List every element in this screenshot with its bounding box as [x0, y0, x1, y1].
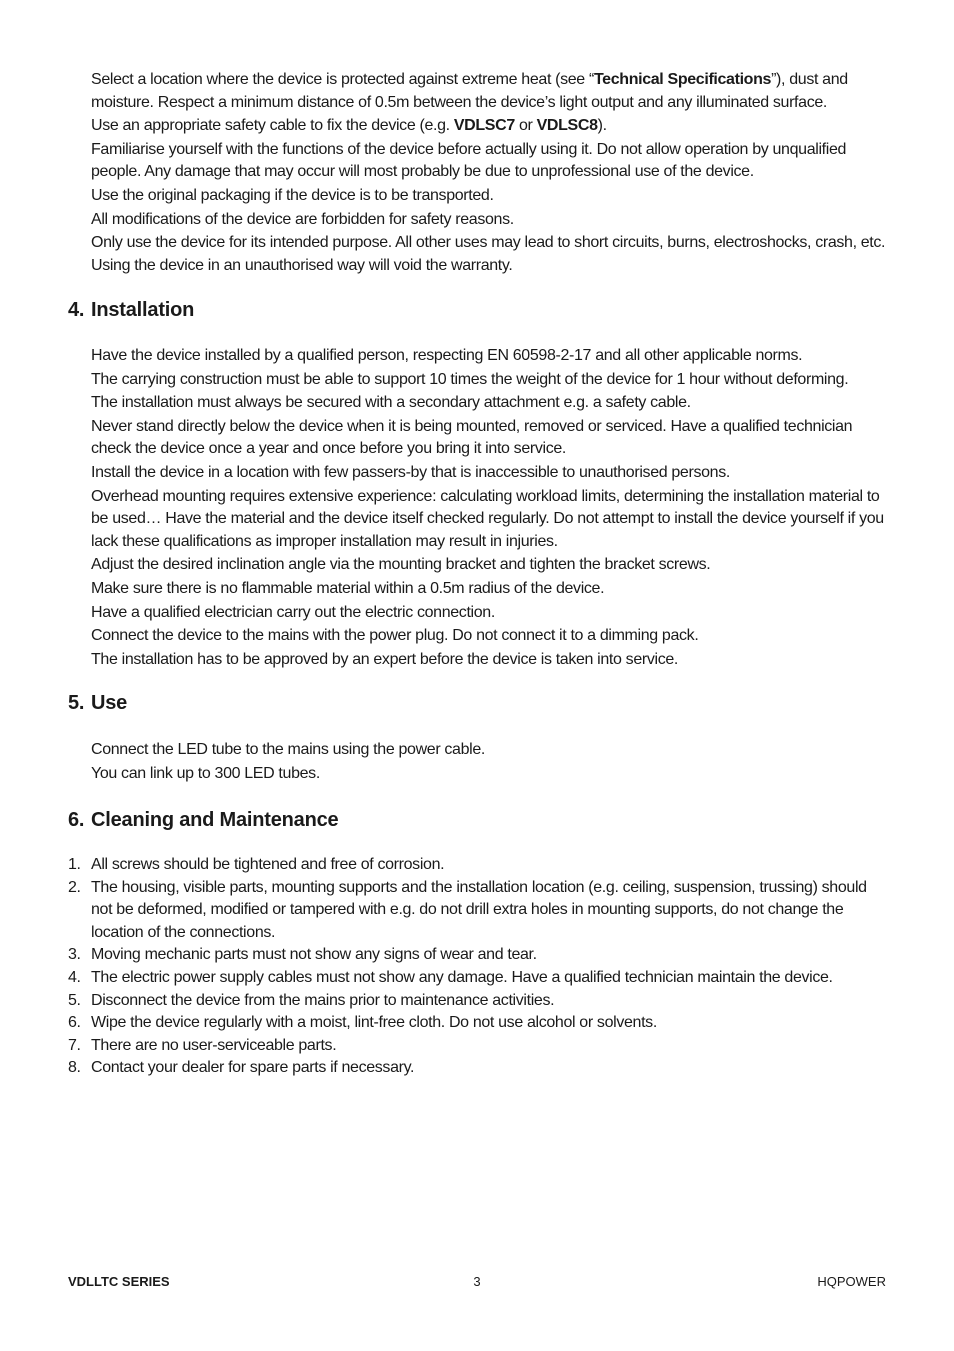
installation-paragraph: Make sure there is no flammable material within a 0.5m radius of the device. [91, 579, 605, 597]
text-run: Select a location where the device is protected against extreme heat (see “ [91, 71, 594, 88]
installation-title: Installation [91, 299, 195, 321]
bold-term: Technical Specifications [593, 71, 772, 88]
list-item-text: Contact your dealer for spare parts if necessary. [91, 1059, 415, 1077]
bold-term: VDLSC8 [536, 117, 598, 135]
list-item-number: 4. [68, 968, 81, 986]
maintenance-title: Cleaning and Maintenance [91, 809, 339, 831]
installation-paragraph: The installation must always be secured with a secondary attachment e.g. a safety cable. [91, 394, 691, 412]
installation-heading [68, 297, 194, 323]
footer-brand: HQPOWER [817, 1274, 886, 1289]
bold-term: VDLSC7 [453, 117, 515, 135]
list-item-text: All screws should be tightened and free of corrosion. [91, 856, 445, 873]
installation-paragraph: Have the device installed by a qualified person, respecting EN 60598-2-17 and all other applicable norms. [91, 347, 803, 364]
installation-paragraph: Have a qualified electrician carry out the electric connection. [91, 603, 495, 621]
installation-paragraph: The carrying construction must be able to support 10 times the weight of the device for 1 hour without deforming. [91, 370, 849, 388]
intro-paragraph [91, 232, 891, 277]
list-item [68, 944, 891, 967]
installation-paragraph: Install the device in a location with few passers-by that is inaccessible to unauthorised persons. [91, 463, 730, 481]
list-item-text: Moving mechanic parts must not show any signs of wear and tear. [91, 946, 537, 964]
list-item-text: The electric power supply cables must not show any damage. Have a qualified technician maintain the device. [91, 968, 833, 986]
maintenance-list [68, 854, 891, 1080]
text-run: Use an appropriate safety cable to fix the device (e.g. [91, 117, 454, 135]
installation-paragraph: Never stand directly below the device when it is being mounted, removed or serviced. Have a qualified technician check the device once a year and once before you bring it into service. [91, 417, 853, 458]
use-paragraphs [91, 739, 891, 786]
list-item-number: 8. [68, 1059, 81, 1077]
intro-paragraph [91, 69, 891, 114]
list-item [68, 1012, 891, 1035]
list-item-number: 5. [68, 991, 81, 1009]
intro-paragraph [91, 139, 891, 184]
text-run: Use the original packaging if the device is to be transported. [91, 186, 494, 204]
installation-paragraphs [91, 345, 891, 672]
list-item-text: The housing, visible parts, mounting supports and the installation location (e.g. ceiling, suspension, trussing) should not be deformed, modified or tampered with e.g. do not drill extra holes in mounting supports, do not change the location of the connections. [91, 878, 867, 941]
list-item [68, 1035, 891, 1058]
intro-paragraph [91, 185, 891, 208]
installation-number: 4. [68, 299, 85, 321]
maintenance-heading [68, 807, 338, 833]
installation-paragraph: Overhead mounting requires extensive experience: calculating workload limits, determining the installation material to be used… Have the material and the device itself checked regularly. Do not attempt to install the device yourself if you lack these qualifications as improper installation may result in injuries. [91, 487, 884, 550]
use-number: 5. [68, 692, 85, 714]
list-item [68, 1057, 891, 1080]
use-title: Use [91, 692, 128, 714]
list-item [68, 967, 891, 990]
list-item [68, 877, 891, 945]
intro-paragraphs [91, 69, 891, 278]
installation-paragraph: The installation has to be approved by an expert before the device is taken into service. [91, 650, 678, 668]
list-item [68, 990, 891, 1013]
use-paragraph: Connect the LED tube to the mains using the power cable. [91, 741, 485, 758]
list-item-number: 6. [68, 1014, 81, 1032]
installation-paragraph: Connect the device to the mains with the power plug. Do not connect it to a dimming pack. [91, 627, 699, 645]
intro-paragraph [91, 115, 891, 138]
text-run: or [514, 117, 537, 135]
text-run: Familiarise yourself with the functions of the device before actually using it. Do not allow operation by unqualified people. Any damage that may occur will most probably be due to unprofessional use of the device. [91, 140, 847, 181]
installation-paragraph: Adjust the desired inclination angle via the mounting bracket and tighten the bracket screws. [91, 556, 711, 574]
intro-paragraph [91, 209, 891, 232]
footer-series: VDLLTC SERIES [68, 1274, 170, 1289]
list-item-number: 7. [68, 1036, 81, 1054]
use-heading [68, 690, 127, 716]
list-item [68, 854, 891, 877]
list-item-number: 1. [68, 856, 81, 873]
footer-page-number: 3 [473, 1274, 481, 1289]
list-item-text: Disconnect the device from the mains prior to maintenance activities. [91, 991, 555, 1009]
list-item-number: 3. [68, 946, 81, 964]
list-item-number: 2. [68, 878, 81, 896]
text-run: All modifications of the device are forbidden for safety reasons. [91, 210, 514, 228]
maintenance-number: 6. [68, 809, 85, 831]
list-item-text: Wipe the device regularly with a moist, lint-free cloth. Do not use alcohol or solvents. [91, 1014, 657, 1032]
text-run: ). [597, 117, 607, 135]
list-item-text: There are no user-serviceable parts. [91, 1036, 337, 1054]
use-paragraph: You can link up to 300 LED tubes. [91, 764, 320, 782]
text-run: ”), dust and moisture. Respect a minimum distance of 0.5m between the device’s light output and any illuminated surface. [91, 71, 848, 111]
text-run: Only use the device for its intended purpose. All other uses may lead to short circuits, burns, electroshocks, crash, etc. Using the device in an unauthorised way will void the warranty. [91, 234, 886, 274]
